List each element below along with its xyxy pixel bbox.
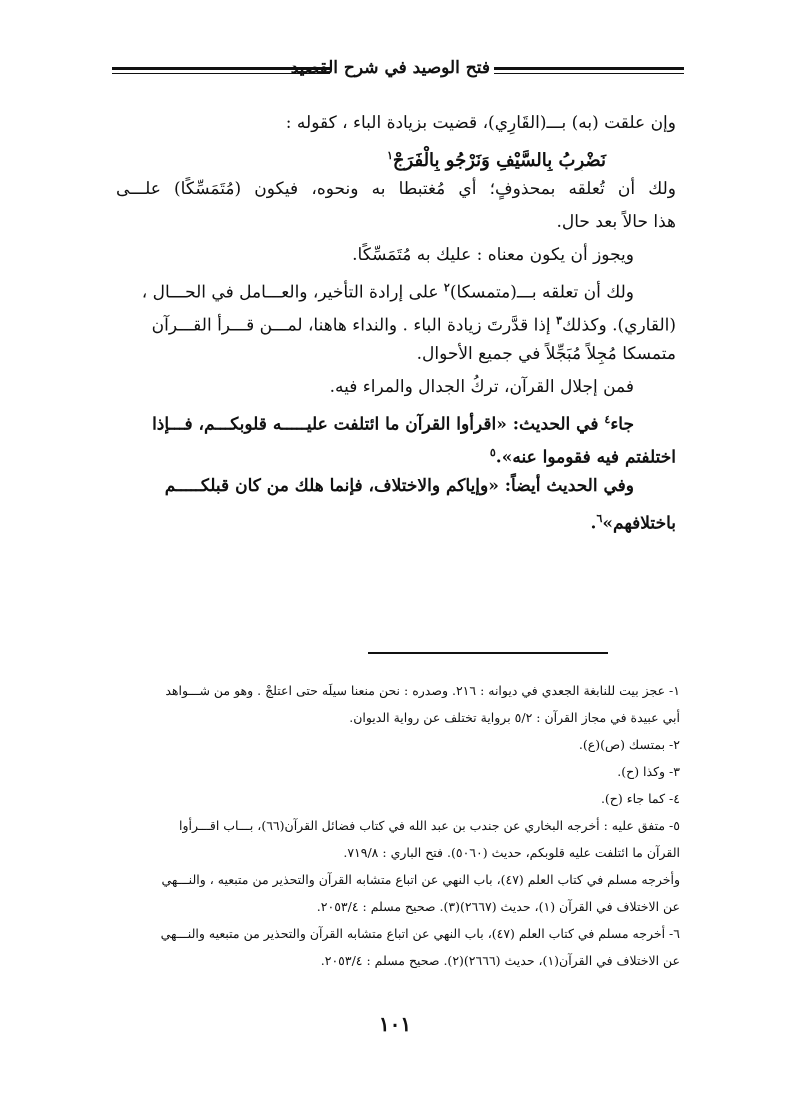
footnote-ref[interactable]: ١ [386, 149, 393, 162]
header-title: فتح الوصيد في شرح القصيد [290, 58, 490, 78]
hadith-line: اختلفتم فيه فقوموا عنه».$^٥$ [489, 446, 676, 468]
page-number: ١٠١ [378, 1012, 412, 1036]
paragraph-line: هذا حالاً بعد حال. [556, 212, 676, 232]
footnote-ref[interactable]: ٤ [604, 413, 611, 426]
footnote-ref[interactable]: ٣ [556, 314, 562, 327]
body-text [116, 108, 676, 537]
paragraph-line: وإن علقت (به) بـــ(القَارِي)، قضيت بزيادة الباء ، كقوله : [285, 113, 676, 133]
verse-line: نَضْرِبُ بِالسَّيْفِ وَنَرْجُو بِالْفَرَجْ$^١$ [386, 149, 606, 171]
footnote-line: وأخرجه مسلم في كتاب العلم (٤٧)، باب النهي عن اتباع متشابه القرآن والتحذير من متبعيه ، والنـــهي [161, 872, 680, 887]
footnote-line: عن الاختلاف في القرآن (١)، حديث (٢٦٦٧)(٣). صحيح مسلم : ٢٠٥٣/٤. [316, 899, 680, 914]
footnote-line: القرآن ما ائتلفت عليه قلوبكم، حديث (٥٠٦٠). فتح الباري : ٧١٩/٨. [343, 845, 680, 860]
footnote-line: أبي عبيدة في مجاز القرآن : ٥/٢ برواية تختلف عن رواية الديوان. [349, 710, 680, 725]
running-header [112, 56, 684, 90]
footnote-separator [368, 652, 608, 654]
hadith-line: باختلافهم»$^٦$. [590, 512, 676, 534]
hadith-line: جاء$^٤$ في الحديث: «اقرأوا القرآن ما ائتلفت عليـــــه قلوبكـــم، فـــإذا [152, 413, 634, 435]
footnote-ref[interactable]: ٦ [596, 512, 603, 525]
footnotes [118, 680, 680, 977]
footnote-line: ٢- بمتسك (ص)(ع). [578, 737, 680, 752]
footnote-ref[interactable]: ٥ [489, 446, 496, 459]
paragraph-line: ولك أن تُعلقه بمحذوفٍ؛ أي مُغتبطا به ونحوه، فيكون (مُتَمَسِّكًا) علـــى [116, 179, 676, 199]
paragraph-line: ويجوز أن يكون معناه : عليك به مُتَمَسِّكًا. [352, 245, 634, 265]
hadith-line: وفي الحديث أيضاً: «وإياكم والاختلاف، فإنما هلك من كان قبلكـــــم [164, 476, 634, 496]
footnote-line: ٣- وكذا (ح). [617, 764, 680, 779]
footnote-line: ٦- أخرجه مسلم في كتاب العلم (٤٧)، باب النهي عن اتباع متشابه القرآن والتحذير من متبعيه والنـــهي [160, 926, 680, 941]
paragraph-line: (القاري). وكذلك$^٣$ إذا قدَّرتَ زيادة الباء . والنداء هاهنا، لمـــن قـــرأ القـــرآن [151, 314, 676, 336]
paragraph-line: فمن إجلال القرآن، تركُ الجدال والمراء فيه. [329, 377, 634, 397]
footnote-ref[interactable]: ٢ [443, 281, 450, 294]
footnote-line: ١- عجز بيت للنابغة الجعدي في ديوانه : ٢١٦. وصدره : نحن منعنا سيلَه حتى اعتلجْ . وهو من شـــواهد [165, 683, 680, 698]
paragraph-line: متمسكا مُجِلاً مُبَجِّلاً في جميع الأحوال. [416, 344, 676, 364]
footnote-line: ٥- متفق عليه : أخرجه البخاري عن جندب بن عبد الله في كتاب فضائل القرآن(٦٦)، بـــاب اقـــرأوا [178, 818, 680, 833]
footnote-line: عن الاختلاف في القرآن(١)، حديث (٢٦٦٦)(٢). صحيح مسلم : ٢٠٥٣/٤. [320, 953, 680, 968]
header-rule-right [494, 67, 684, 76]
footnote-line: ٤- كما جاء (ح). [600, 791, 680, 806]
paragraph-line: ولك أن تعلقه بـــ(متمسكا)$^٢$ على إرادة التأخير، والعـــامل في الحـــال ، [141, 281, 634, 303]
